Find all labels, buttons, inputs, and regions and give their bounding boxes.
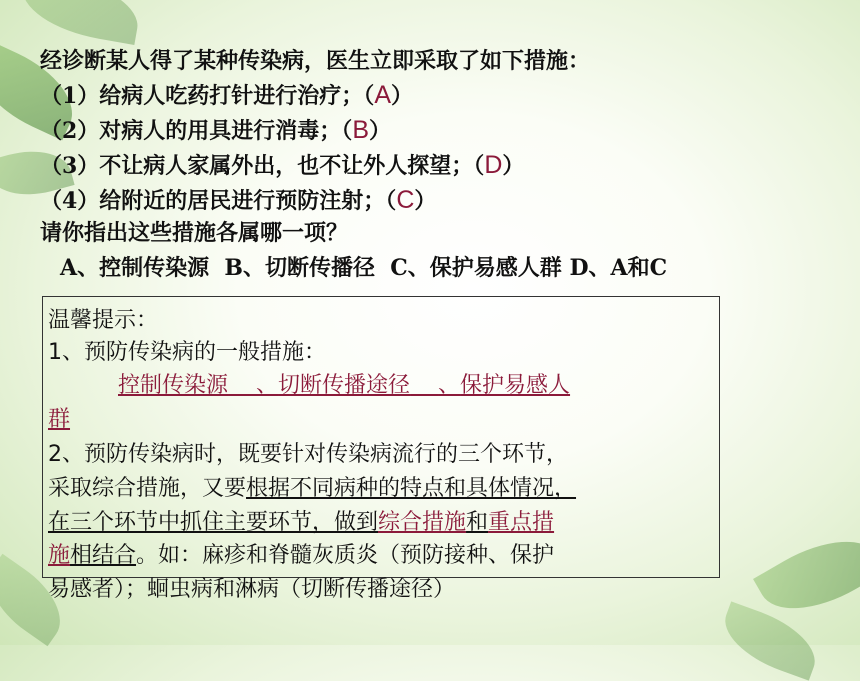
fill-answer: 重点措 (488, 510, 555, 535)
fill-answer: 综合措施 (378, 510, 467, 535)
measure-text: （2）对病人的用具进行消毒；（ (40, 118, 353, 144)
measure-close: ） (369, 118, 392, 144)
hint-underlined: 相结合 (70, 543, 137, 568)
hint-point-2: 2、预防传染病时，既要针对传染病流行的三个环节， (48, 442, 568, 467)
measure-text: （1）给病人吃药打针进行治疗；（ (40, 83, 375, 109)
fill-gap (228, 373, 256, 398)
hint-text: 采取综合措施，又要 (48, 476, 247, 501)
hint-fill-wrap (48, 405, 70, 435)
hint-line (48, 508, 554, 538)
fill-gap (410, 373, 438, 398)
fill-answer: 控制传染源 (118, 373, 229, 398)
leaf-decoration (753, 519, 860, 631)
measure-text: （4）给附近的居民进行预防注射；（ (40, 188, 397, 214)
hint-text: 。如：麻疹和脊髓灰质炎（预防接种、保护 (136, 543, 555, 568)
fill-answer: 切断传播途径 (278, 373, 411, 398)
fill-sep: 、 (256, 373, 279, 398)
hint-title: 温馨提示： (48, 308, 159, 333)
measure-3 (40, 150, 524, 181)
measure-text: （3）不让病人家属外出，也不让外人探望；（ (40, 153, 485, 179)
answer-letter: A (374, 81, 391, 109)
hint-text: 和 (466, 510, 489, 535)
measure-close: ） (502, 153, 525, 179)
answer-letter: D (484, 151, 503, 179)
measure-4 (40, 185, 436, 216)
fill-sep: 、 (438, 373, 461, 398)
measure-1 (40, 80, 413, 111)
hint-line (48, 474, 576, 504)
fill-answer: 施 (48, 543, 71, 568)
hint-underlined: 在三个环节中抓住主要环节，做到 (48, 510, 379, 535)
answer-options: A、控制传染源 B、切断传播径 C、保护易感人群 D、A和C (60, 255, 668, 281)
question-prompt: 请你指出这些措施各属哪一项？ (40, 220, 349, 246)
leaf-decoration (16, 0, 144, 45)
question-intro: 经诊断某人得了某种传染病，医生立即采取了如下措施： (40, 48, 591, 74)
answer-letter: C (396, 186, 415, 214)
leaf-decoration (715, 601, 825, 680)
answer-letter: B (352, 116, 369, 144)
fill-answer: 群 (48, 407, 71, 432)
fill-answer: 保护易感人 (460, 373, 571, 398)
measure-close: ） (414, 188, 437, 214)
hint-underlined: 根据不同病种的特点和具体情况， (246, 476, 577, 501)
hint-line (48, 541, 554, 571)
measure-2 (40, 115, 391, 146)
hint-fill-line (118, 371, 570, 401)
measure-close: ） (391, 83, 414, 109)
hint-line: 易感者）；蛔虫病和淋病（切断传播途径） (48, 577, 456, 602)
hint-point-1: 1、预防传染病的一般措施： (48, 340, 326, 365)
